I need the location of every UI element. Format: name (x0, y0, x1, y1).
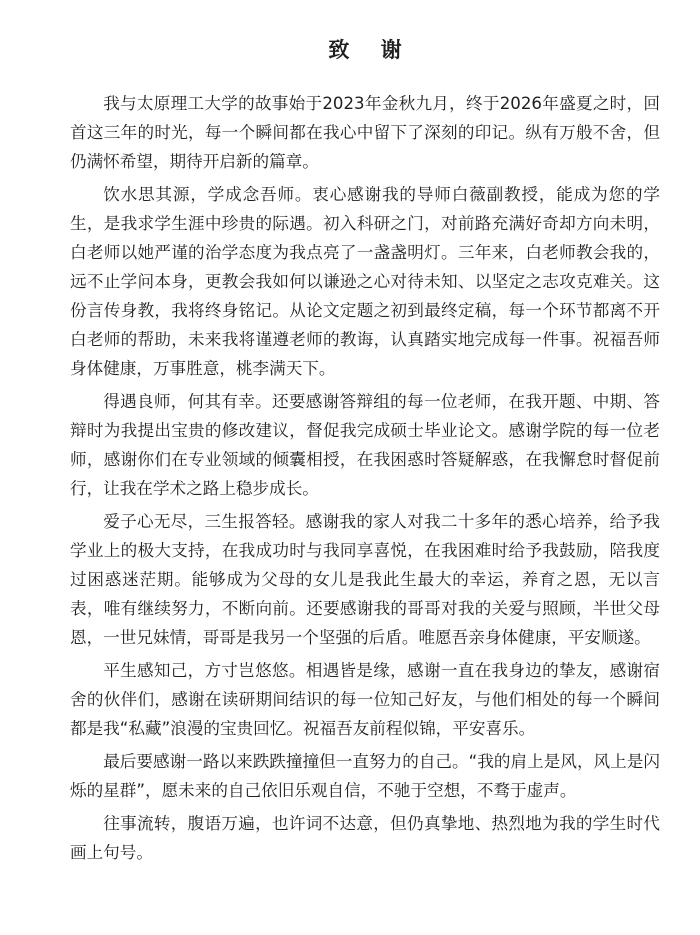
paragraph-teachers: 得遇良师，何其有幸。还要感谢答辩组的每一位老师，在我开题、中期、答辩时为我提出宝贵的修改建议，督促我完成硕士毕业论文。感谢学院的每一位老师，感谢你们在专业领域的倾囊相授，在我困惑时答疑解惑，在我懈怠时督促前行，让我在学术之路上稳步成长。 (70, 392, 660, 498)
paragraph-family: 爱子心无尽，三生报答轻。感谢我的家人对我二十多年的悉心培养，给予我学业上的极大支持，在我成功时与我同享喜悦，在我困难时给予我鼓励，陪我度过困惑迷茫期。能够成为父母的女儿是我此生最大的幸运，养育之恩，无以言表，唯有继续努力，不断向前。还要感谢我的哥哥对我的关爱与照顾，半世父母恩，一世兄妹情，哥哥是我另一个坚强的后盾。唯愿吾亲身体健康，平安顺遂。 (70, 512, 660, 647)
paragraph-friends: 平生感知己，方寸岂悠悠。相遇皆是缘，感谢一直在我身边的挚友，感谢宿舍的伙伴们，感谢在读研期间结识的每一位知己好友，与他们相处的每一个瞬间都是我“私藏”浪漫的宝贵回忆。祝福吾友前程似锦，平安喜乐。 (70, 661, 660, 738)
paragraph-opening: 我与太原理工大学的故事始于2023年金秋九月，终于2026年盛夏之时，回首这三年的时光，每一个瞬间都在我心中留下了深刻的印记。纵有万般不舍，但仍满怀希望，期待开启新的篇章。 (70, 94, 660, 171)
paragraph-closing: 往事流转，腹语万遍，也许词不达意，但仍真挚地、热烈地为我的学生时代画上句号。 (70, 814, 660, 862)
paragraph-advisor: 饮水思其源，学成念吾师。衷心感谢我的导师白薇副教授，能成为您的学生，是我求学生涯中珍贵的际遇。初入科研之门，对前路充满好奇却方向未明，白老师以她严谨的治学态度为我点亮了一盏盏明灯。三年来，白老师教会我的，远不止学问本身，更教会我如何以谦逊之心对待未知、以坚定之志攻克难关。这份言传身教，我将终身铭记。从论文定题之初到最终定稿，每一个环节都离不开白老师的帮助，未来我将谨遵老师的教诲，认真踏实地完成每一件事。祝福吾师身体健康，万事胜意，桃李满天下。 (70, 185, 660, 378)
paragraph-self: 最后要感谢一路以来跌跌撞撞但一直努力的自己。“我的肩上是风，风上是闪烁的星群”，愿未来的自己依旧乐观自信，不驰于空想，不骛于虚声。 (70, 752, 660, 800)
page-title: 致 谢 (328, 38, 414, 62)
